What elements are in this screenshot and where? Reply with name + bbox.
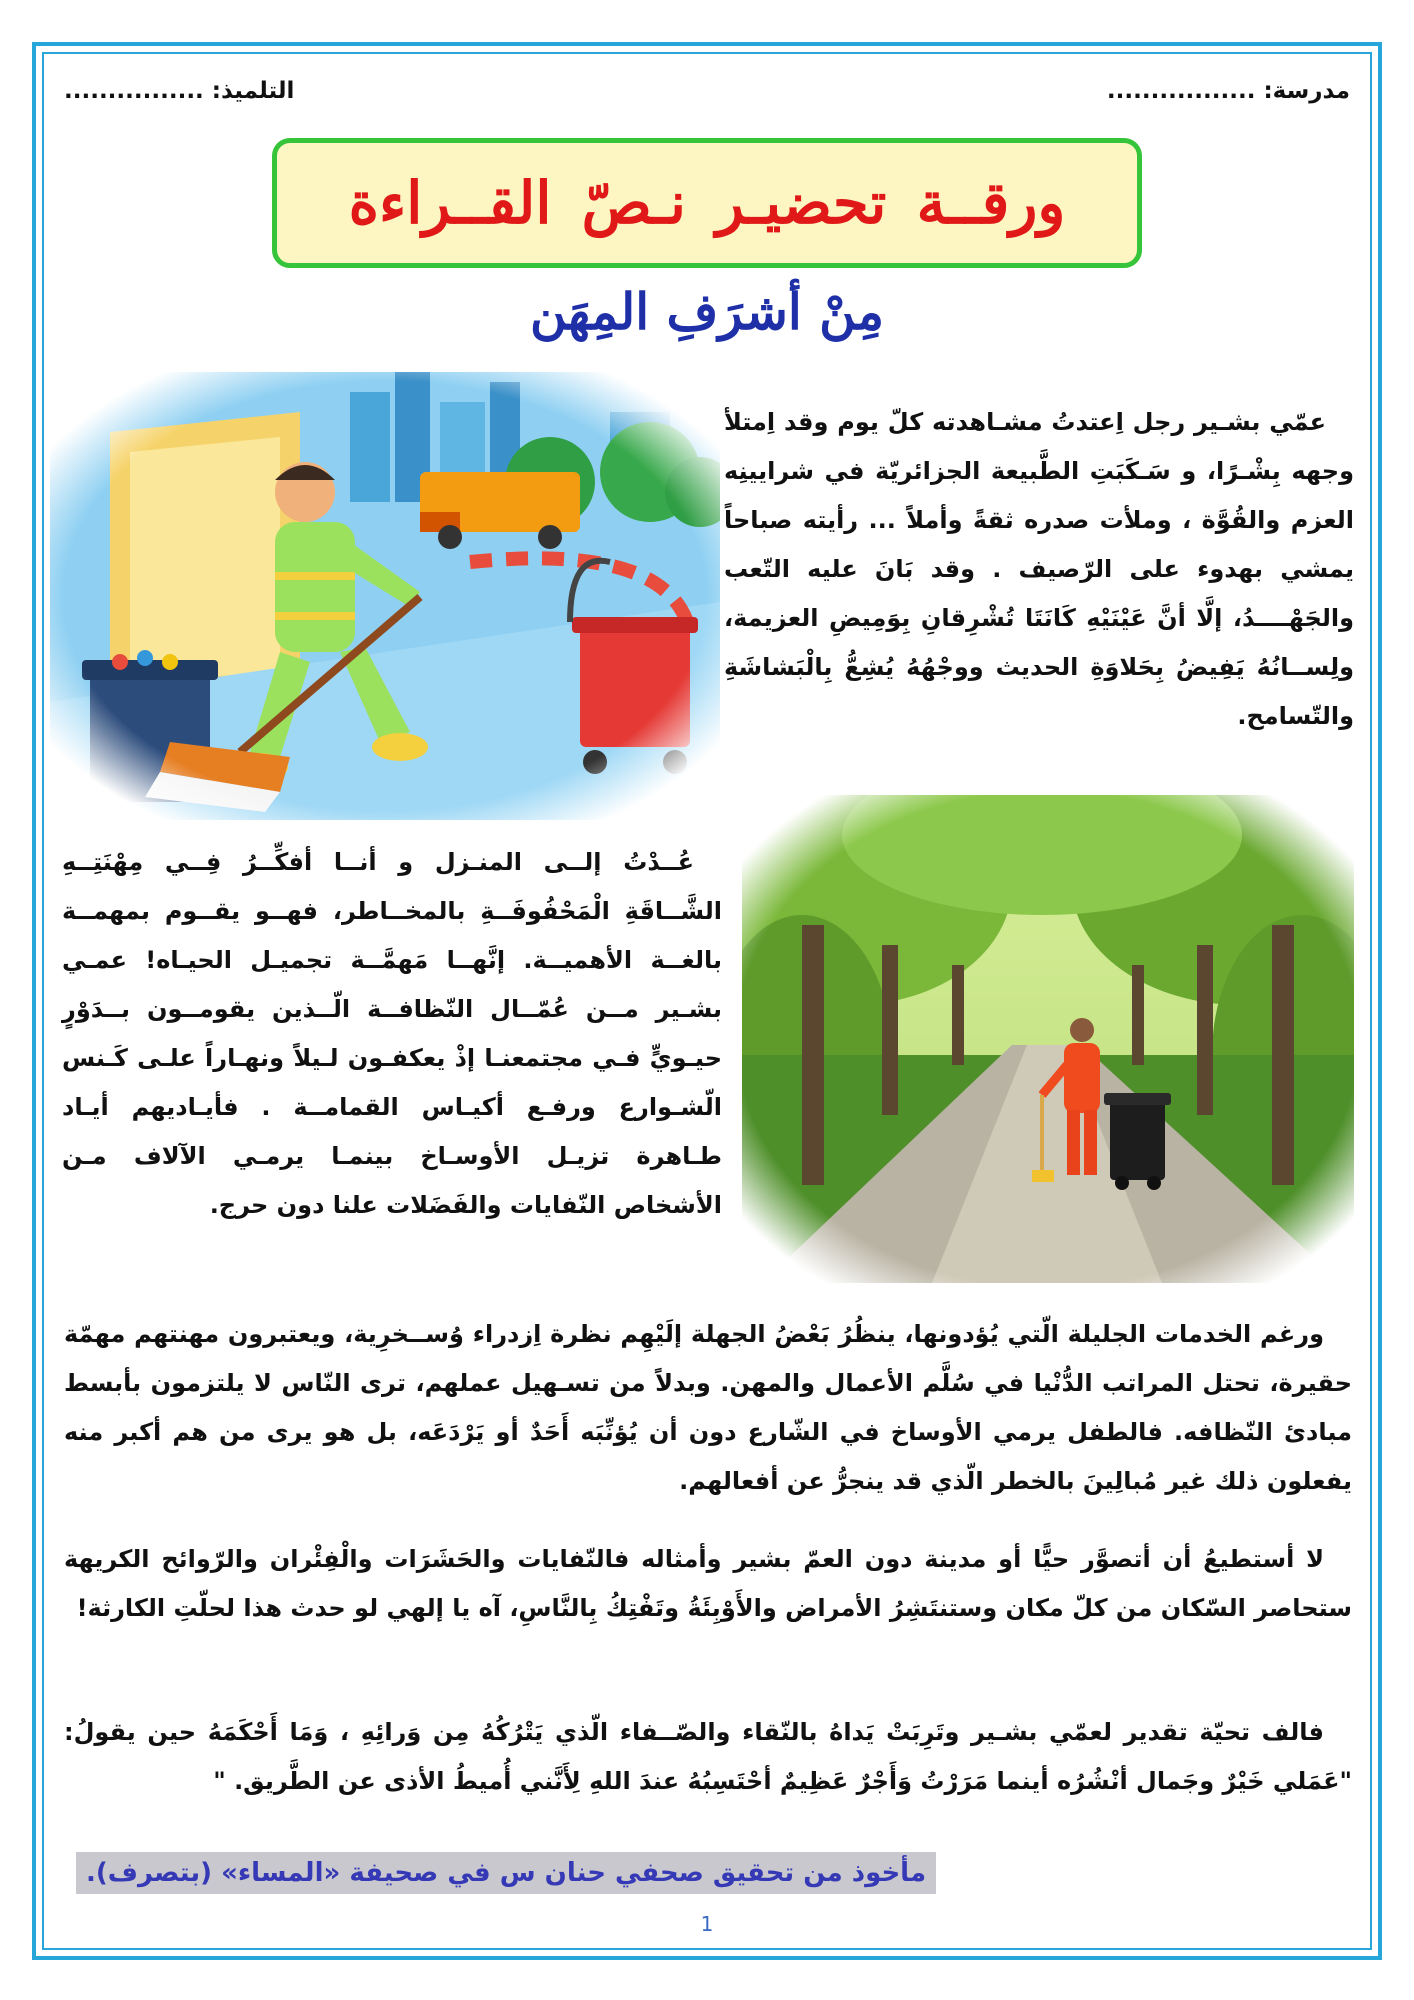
paragraph-2: عُــدْتُ إلــى المنـزل و أنــا أفكِّــرُ فِــي مِهْنَتِــهِ الشَّــاقَةِ الْمَحْفُوفَــةِ بالمخــاطر، فهــو يقــوم بمهمــة بالغــة الأهميــة. إنَّهــا مَهمَّــة تجميـل الحيـاه! عمـي بشـير مــن عُمّــال النّظافــة الّــذين يقومــون بــدَوْرٍ حيـويٍّ فـي مجتمعنـا إذْ يعكفـون لـيلاً ونهـاراً علـى كَـنس الّشـوارع ورفـع أكيـاس القمامــة . فأيـاديهم أيـاد طـاهرة تزيـل الأوسـاخ بينمـا يرمـي الآلاف مـن الأشخاص النّفايات والفَضَلات علنا دون حرج.	[62, 848, 722, 1219]
park-path-photo	[742, 795, 1354, 1283]
street-cleaner-illustration	[50, 372, 720, 820]
page-number: 1	[700, 1912, 714, 1936]
page-title: ورقــة تحضيـر نـصّ القــراءة	[348, 169, 1066, 237]
paragraph-3: ورغم الخدمات الجليلة الّتي يُؤدونها، ينظُرُ بَعْضُ الجهلة إلَيْهِم نظرة اِزدراء وُســخرِية، ويعتبرون مهنتهم مهمّة حقيرة، تحتل المراتب الدُّنْيا في سُلَّم الأعمال والمهن. وبدلاً من تسـهيل عملهم، ترى النّاس لا يلتزمون بأبسط مبادئ النّظافه. فالطفل يرمي الأوساخ في الشّارع دون أن يُؤنِّبَه أَحَدٌ أو يَرْدَعَه، بل هو يرى من هم أكبر منه يفعلون ذلك غير مُبالِينَ بالخطر الّذي قد ينجرُّ عن أفعالهم.	[64, 1320, 1352, 1495]
paragraph-5: فالف تحيّة تقدير لعمّي بشـير وتَرِبَتْ يَداهُ بالنّقاء والصّــفاء الّذي يَتْرُكُهُ مِن وَرائِهِ ، وَمَا أَحْكَمَهُ حين يقولُ: "عَمَلي خَيْرٌ وجَمال أنْشُرُه أينما مَرَرْتُ وَأَجْرٌ عَظِيمٌ أحْتَسِبُهُ عندَ اللهِ لِأَنَّني أُميطُ الأذى عن الطَّريق. "	[64, 1718, 1352, 1795]
lesson-subtitle: مِنْ أشرَفِ المِهَن	[529, 282, 884, 341]
title-box	[272, 138, 1142, 268]
school-label: مدرسة: .................	[1106, 78, 1350, 104]
paragraph-4: لا أستطيعُ أن أتصوَّر حيًّا أو مدينة دون العمّ بشير وأمثاله فالنّفايات والحَشَرَات والْفِئْران والرّوائح الكريهة ستحاصر السّكان من كلّ مكان وستنتَشِرُ الأمراض والأَوْبِئَةُ وتَفْتِكُ بِالنَّاسِ، آه يا إلهي لو حدث هذا لحلّتِ الكارثة!	[64, 1545, 1352, 1622]
paragraph-1: عمّي بشـير رجل اِعتدتُ مشـاهدته كلّ يوم وقد اِمتلأ وجهه بِشْـرًا، و سَـكَبَتِ الطَّبيعة الجزائريّة في شرايينِه العزم والقُوَّة ، وملأت صدره ثقةً وأملاً ... رأيته صباحاً يمشي بهدوء على الرّصيف . وقد بَانَ عليه التّعب والجَهْــــدُ، إلَّا أنَّ عَيْنَيْهِ كَانَتَا تُشْرِقانِ بِوَمِيضِ العزيمة، ولِســانُهُ يَفِيضُ بِحَلاوَةِ الحديث ووجْهُهُ يُشِعُّ بِالْبَشاشَةِ والتّسامح.	[724, 408, 1354, 730]
student-label: التلميذ: ................	[64, 78, 295, 104]
source-citation: مأخوذ من تحقيق صحفي حنان س في صحيفة «المساء» (بتصرف).	[76, 1852, 936, 1894]
